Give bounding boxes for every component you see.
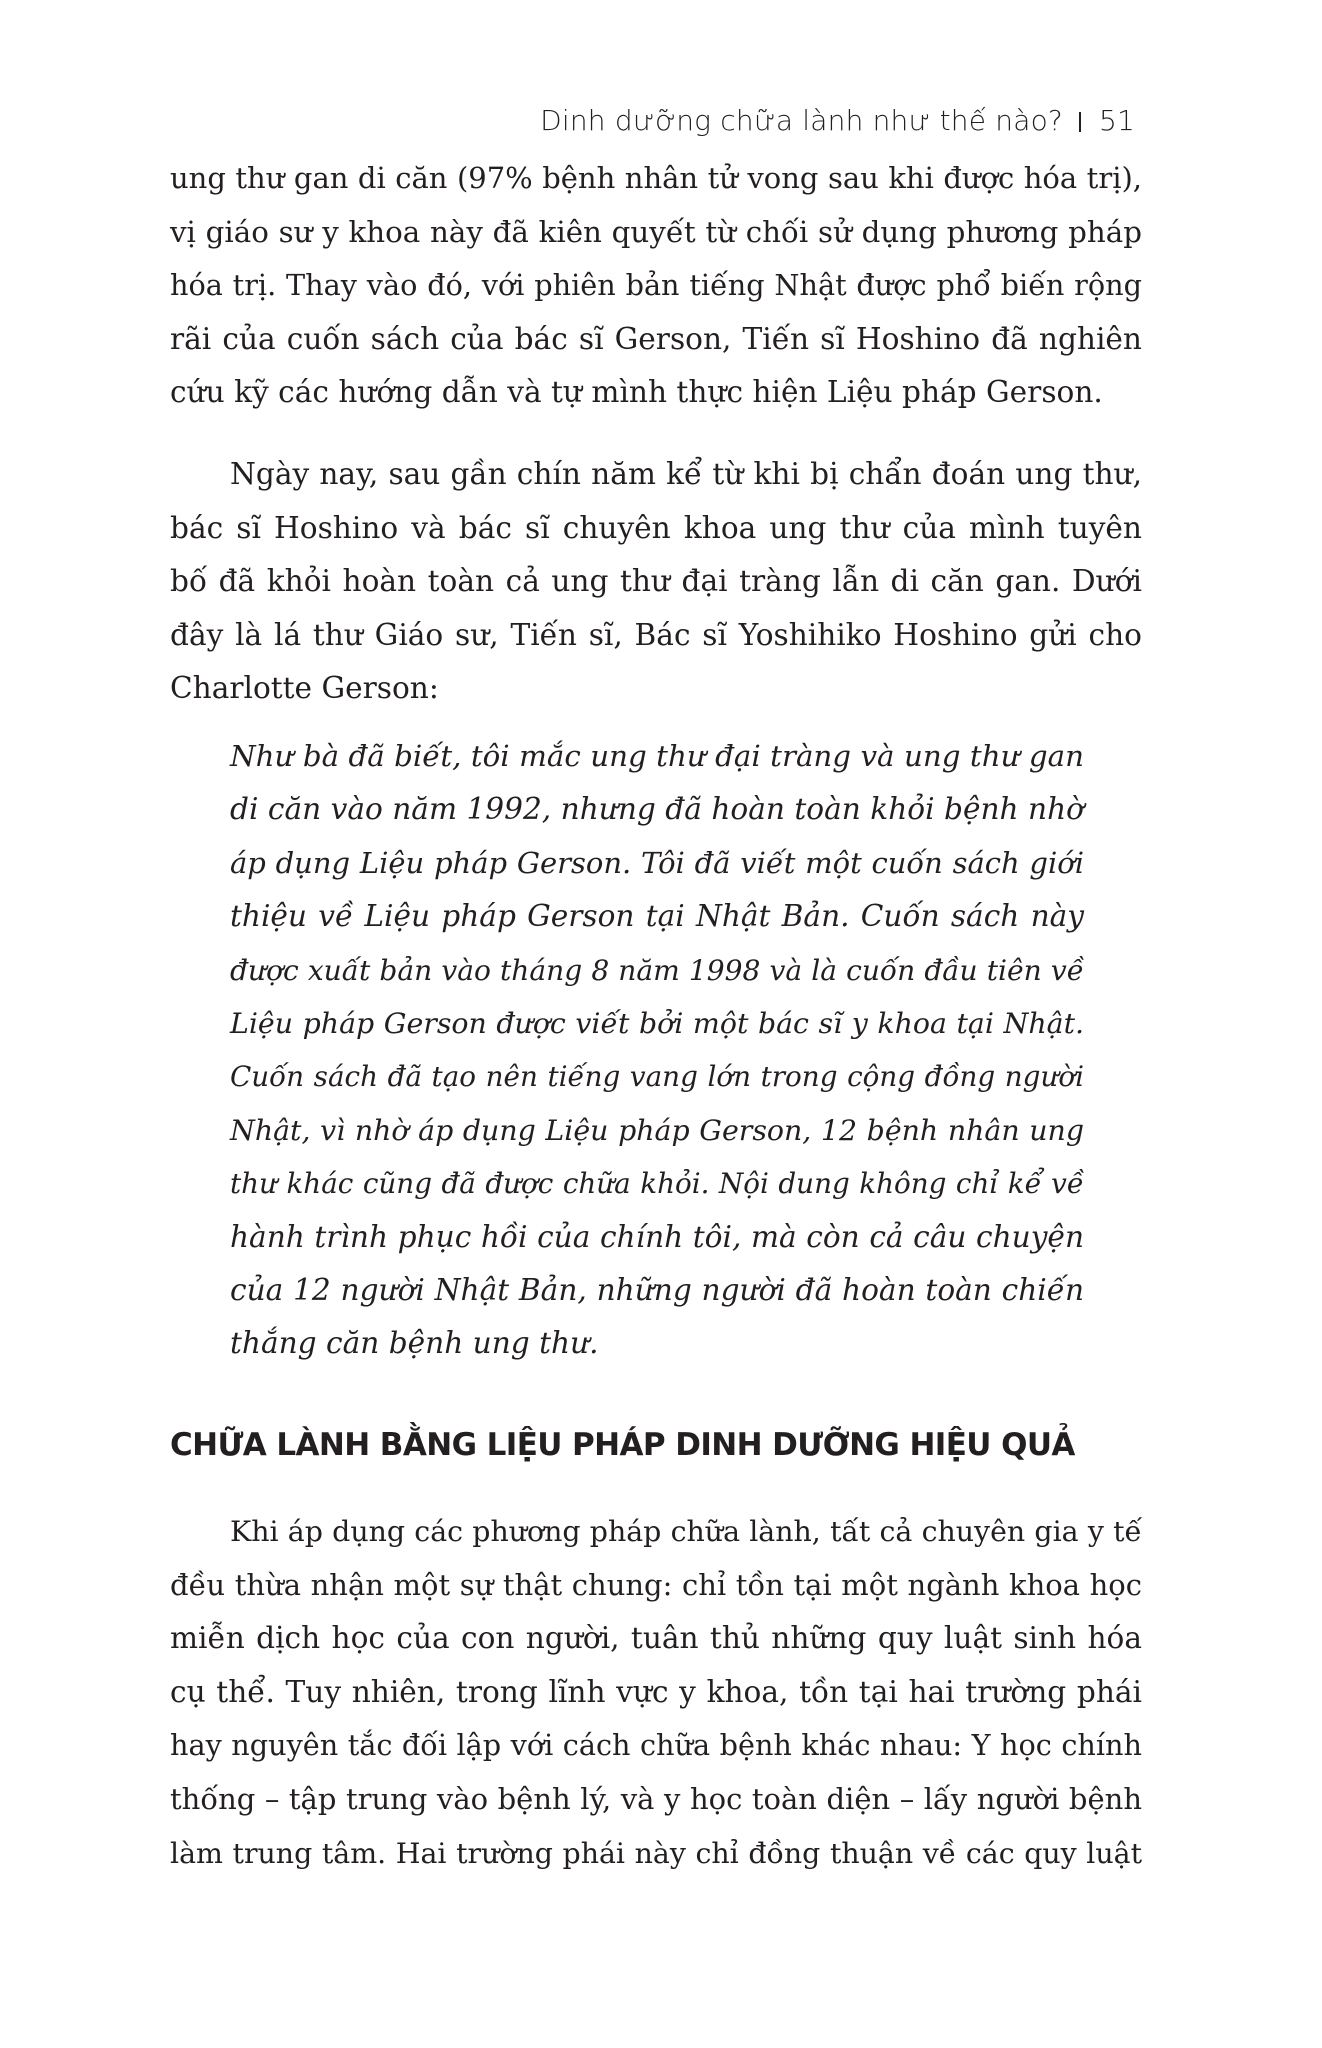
text-line: Ngày nay, sau gần chín năm kể từ khi bị chẩn đoán ung thư, bbox=[230, 457, 1142, 491]
section-heading: CHỮA LÀNH BẰNG LIỆU PHÁP DINH DƯỠNG HIỆU QUẢ bbox=[170, 1427, 1075, 1463]
quote-line: Như bà đã biết, tôi mắc ung thư đại tràng và ung thư gan bbox=[230, 739, 1084, 773]
quote-line: thư khác cũng đã được chữa khỏi. Nội dung không chỉ kể về bbox=[230, 1167, 1084, 1201]
quote-line: Nhật, vì nhờ áp dụng Liệu pháp Gerson, 12 bệnh nhân ung bbox=[230, 1113, 1084, 1147]
text-line: vị giáo sư y khoa này đã kiên quyết từ chối sử dụng phương pháp bbox=[170, 214, 1142, 249]
text-line: làm trung tâm. Hai trường phái này chỉ đồng thuận về các quy luật bbox=[170, 1836, 1142, 1870]
quote-line: Liệu pháp Gerson được viết bởi một bác sĩ y khoa tại Nhật. bbox=[230, 1007, 1084, 1041]
text-line: ung thư gan di căn (97% bệnh nhân tử vong sau khi được hóa trị), bbox=[170, 161, 1142, 195]
quote-line: thiệu về Liệu pháp Gerson tại Nhật Bản. Cuốn sách này bbox=[230, 899, 1084, 934]
quote-line: thắng căn bệnh ung thư. bbox=[230, 1326, 599, 1361]
quoted-letter bbox=[230, 730, 1084, 1371]
text-line: Khi áp dụng các phương pháp chữa lành, tất cả chuyên gia y tế bbox=[230, 1515, 1142, 1548]
text-line: rãi của cuốn sách của bác sĩ Gerson, Tiến sĩ Hoshino đã nghiên bbox=[170, 321, 1142, 356]
text-line: bác sĩ Hoshino và bác sĩ chuyên khoa ung thư của mình tuyên bbox=[170, 510, 1142, 545]
quote-line: di căn vào năm 1992, nhưng đã hoàn toàn khỏi bệnh nhờ bbox=[230, 792, 1084, 827]
text-line: cứu kỹ các hướng dẫn và tự mình thực hiện Liệu pháp Gerson. bbox=[170, 375, 1103, 410]
page-number: 51 bbox=[1098, 104, 1135, 137]
quote-line: áp dụng Liệu pháp Gerson. Tôi đã viết một cuốn sách giới bbox=[230, 845, 1084, 880]
paragraph-2 bbox=[170, 448, 1142, 716]
quote-line: của 12 người Nhật Bản, những người đã hoàn toàn chiến bbox=[230, 1273, 1084, 1308]
text-line: đều thừa nhận một sự thật chung: chỉ tồn tại một ngành khoa học bbox=[170, 1567, 1142, 1602]
text-line: bố đã khỏi hoàn toàn cả ung thư đại tràng lẫn di căn gan. Dưới bbox=[170, 564, 1142, 599]
header-separator bbox=[1079, 112, 1081, 132]
quote-line: được xuất bản vào tháng 8 năm 1998 và là cuốn đầu tiên về bbox=[230, 953, 1084, 987]
text-line: đây là lá thư Giáo sư, Tiến sĩ, Bác sĩ Yoshihiko Hoshino gửi cho bbox=[170, 617, 1142, 652]
quote-line: hành trình phục hồi của chính tôi, mà còn cả câu chuyện bbox=[230, 1219, 1084, 1254]
text-line: hay nguyên tắc đối lập với cách chữa bệnh khác nhau: Y học chính bbox=[170, 1728, 1142, 1763]
paragraph-1 bbox=[170, 152, 1142, 420]
quote-line: Cuốn sách đã tạo nên tiếng vang lớn trong cộng đồng người bbox=[230, 1060, 1084, 1094]
text-line: cụ thể. Tuy nhiên, trong lĩnh vực y khoa, tồn tại hai trường phái bbox=[170, 1674, 1142, 1709]
text-line: Charlotte Gerson: bbox=[170, 671, 439, 706]
text-line: thống – tập trung vào bệnh lý, và y học toàn diện – lấy người bệnh bbox=[170, 1781, 1142, 1816]
text-line: hóa trị. Thay vào đó, với phiên bản tiếng Nhật được phổ biến rộng bbox=[170, 268, 1142, 303]
paragraph-3 bbox=[170, 1505, 1142, 1880]
chapter-title: Dinh dưỡng chữa lành như thế nào? bbox=[540, 104, 1063, 137]
running-header bbox=[540, 104, 1135, 137]
text-line: miễn dịch học của con người, tuân thủ những quy luật sinh hóa bbox=[170, 1621, 1142, 1656]
